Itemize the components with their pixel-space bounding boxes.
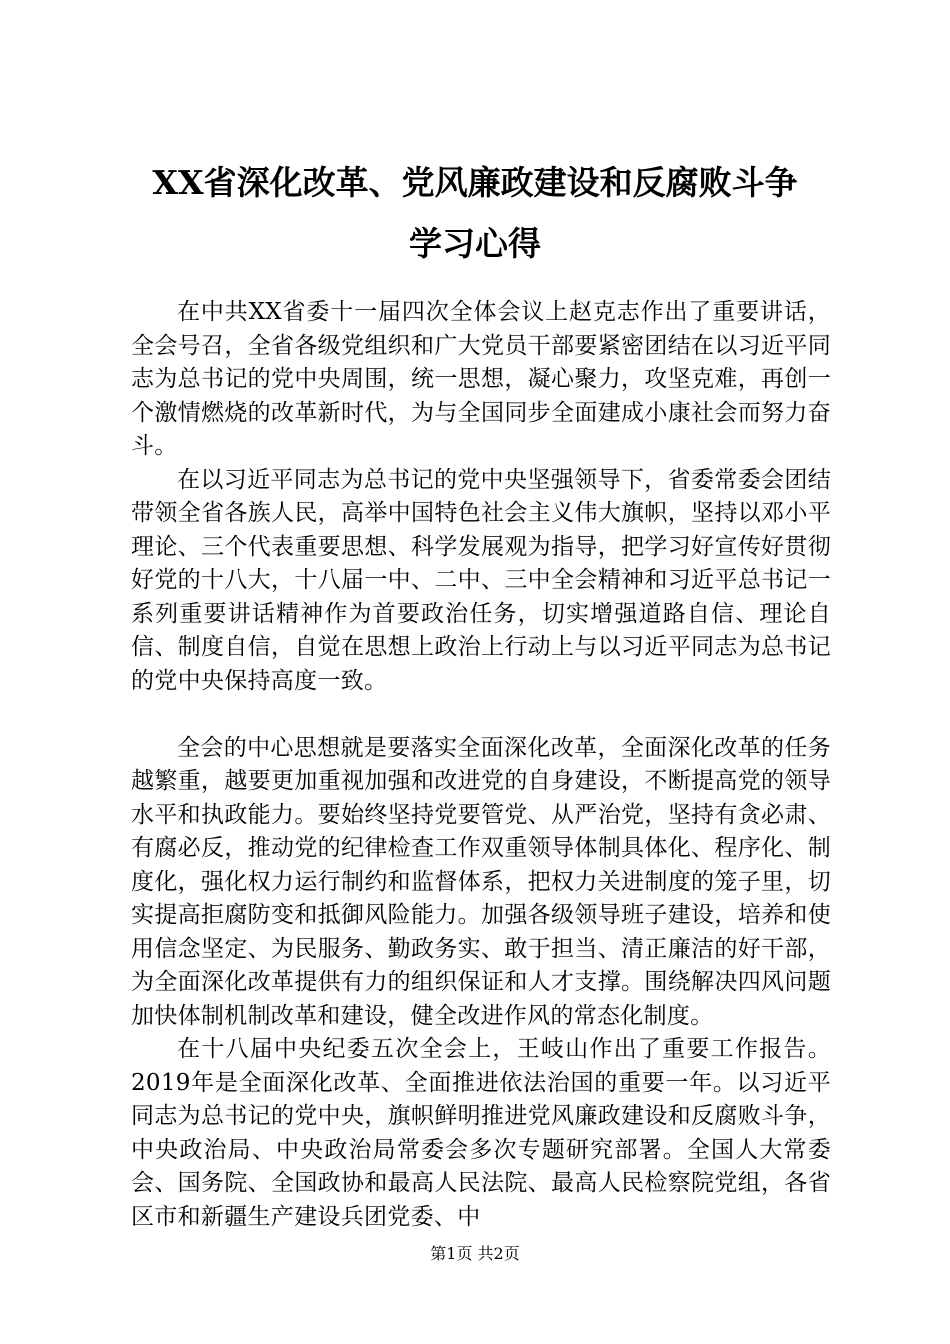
document-title-line-1: XX省深化改革、党风廉政建设和反腐败斗争 bbox=[152, 163, 798, 202]
page-footer: 第1页 共2页 bbox=[430, 1244, 520, 1263]
paragraph-2: 在以习近平同志为总书记的党中央坚强领导下，省委常委会团结带领全省各族人民，高举中国特色社会主义伟大旗帜，坚持以邓小平理论、三个代表重要思想、科学发展观为指导，把学习好宣传好贯彻好党的十八大，十八届一中、二中、三中全会精神和习近平总书记一系列重要讲话精神作为首要政治任务，切实增强道路自信、理论自信、制度自信，自觉在思想上政治上行动上与以习近平同志为总书记的党中央保持高度一致。 bbox=[131, 466, 831, 694]
document-title-line-2: 学习心得 bbox=[409, 224, 541, 263]
paragraph-3: 全会的中心思想就是要落实全面深化改革，全面深化改革的任务越繁重，越要更加重视加强和改进党的自身建设，不断提高党的领导水平和执政能力。要始终坚持党要管党、从严治党，坚持有贪必肃、有腐必反，推动党的纪律检查工作双重领导体制具体化、程序化、制度化，强化权力运行制约和监督体系，把权力关进制度的笼子里，切实提高拒腐防变和抵御风险能力。加强各级领导班子建设，培养和使用信念坚定、为民服务、勤政务实、敢于担当、清正廉洁的好干部，为全面深化改革提供有力的组织保证和人才支撑。围绕解决四风问题加快体制机制改革和建设，健全改进作风的常态化制度。 bbox=[131, 734, 831, 1029]
document-body bbox=[131, 296, 831, 1234]
paragraph-4: 在十八届中央纪委五次全会上，王岐山作出了重要工作报告。2019年是全面深化改革、全面推进依法治国的重要一年。以习近平同志为总书记的党中央，旗帜鲜明推进党风廉政建设和反腐败斗争，中央政治局、中央政治局常委会多次专题研究部署。全国人大常委会、国务院、全国政协和最高人民法院、最高人民检察院党组，各省区市和新疆生产建设兵团党委、中 bbox=[131, 1036, 831, 1230]
paragraph-1: 在中共XX省委十一届四次全体会议上赵克志作出了重要讲话，全会号召，全省各级党组织和广大党员干部要紧密团结在以习近平同志为总书记的党中央周围，统一思想，凝心聚力，攻坚克难，再创一个激情燃烧的改革新时代，为与全国同步全面建成小康社会而努力奋斗。 bbox=[131, 299, 831, 459]
